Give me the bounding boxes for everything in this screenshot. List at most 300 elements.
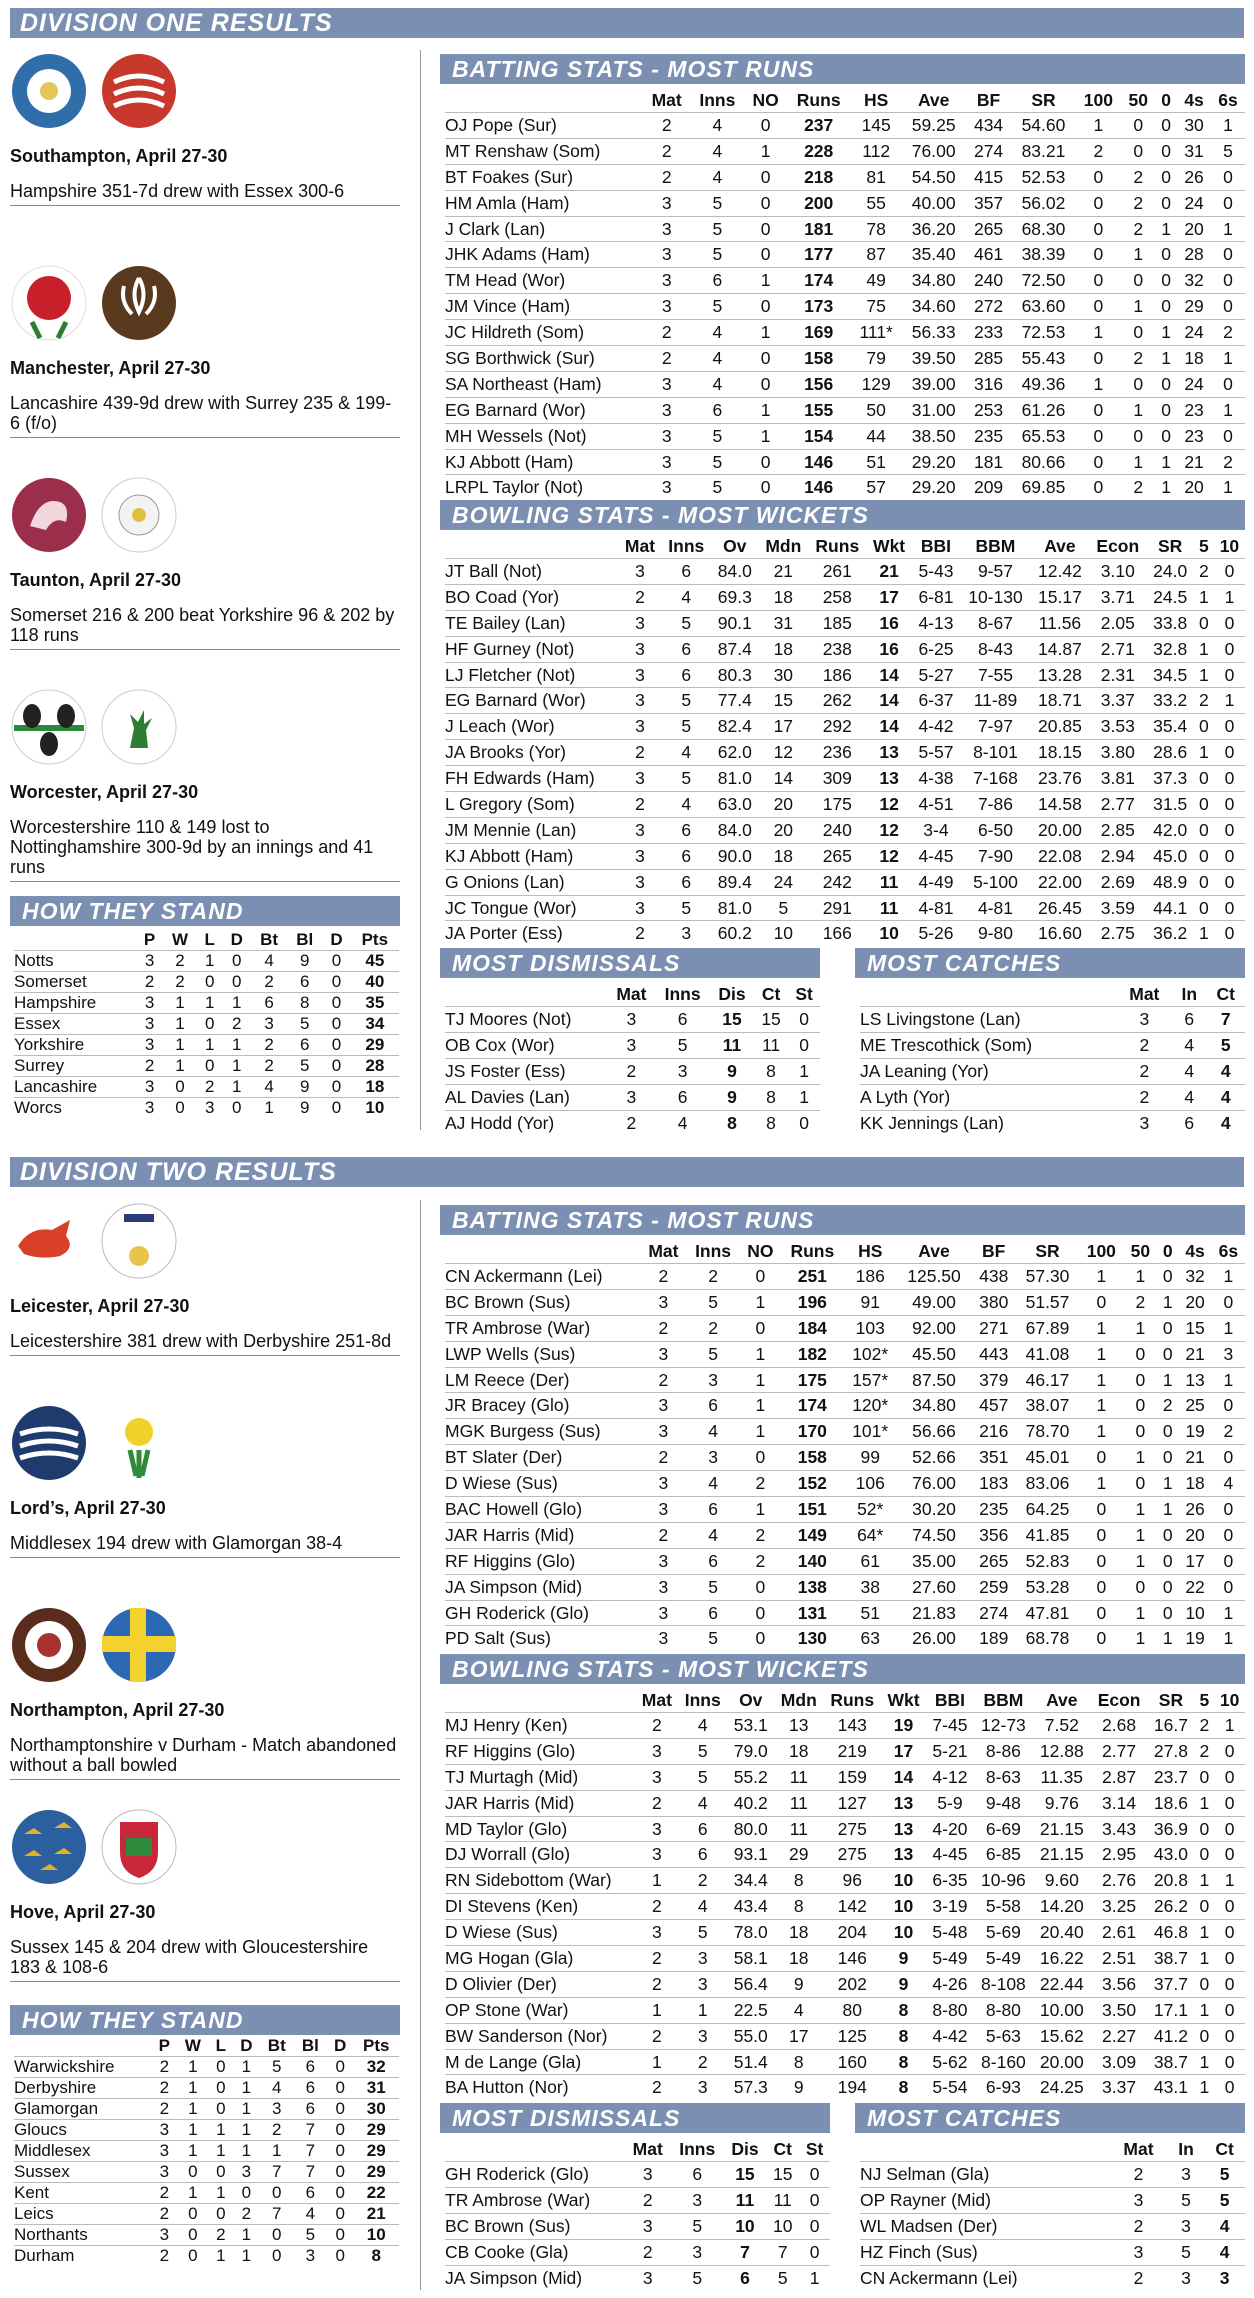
stat-cell: 0 — [1121, 320, 1155, 346]
stat-cell: 84.0 — [711, 559, 758, 585]
table-row — [445, 1790, 1245, 1816]
stat-cell: 3 — [608, 1032, 656, 1058]
player-name: KJ Abbott (Ham) — [445, 843, 618, 869]
table-row — [445, 268, 1245, 294]
stat-cell: 5 — [1206, 1032, 1245, 1058]
column-header: 0 — [1161, 89, 1172, 110]
match-result-text: Hampshire 351-7d drew with Essex 300-6 — [10, 181, 400, 206]
stat-cell: 11 — [866, 895, 911, 921]
stat-cell: 24.5 — [1146, 584, 1193, 610]
stat-cell: 2 — [260, 2120, 294, 2141]
stat-cell: 3 — [625, 2162, 671, 2188]
table-row — [445, 475, 1245, 500]
match-result — [10, 686, 400, 882]
stat-cell: 0 — [740, 1264, 781, 1290]
stat-cell: 2 — [1211, 449, 1245, 475]
stat-cell: 30 — [354, 2099, 399, 2120]
div2-catches-table — [860, 2137, 1245, 2290]
player-name: LWP Wells (Sus) — [445, 1341, 640, 1367]
stat-cell: 13 — [1178, 1367, 1211, 1393]
stat-cell: 4 — [1206, 1084, 1245, 1110]
stat-cell: 111* — [851, 320, 902, 346]
stat-cell: 10 — [881, 1868, 926, 1894]
stat-cell: 1 — [1194, 2075, 1214, 2100]
stat-cell: 90.0 — [711, 843, 758, 869]
stat-cell: 0 — [740, 1445, 781, 1471]
stat-cell: 1 — [1124, 1548, 1157, 1574]
stat-cell: 21 — [866, 559, 911, 585]
table-row — [445, 1084, 820, 1110]
table-row — [14, 2057, 399, 2078]
column-header: Mat — [651, 89, 682, 110]
stat-cell: 2.27 — [1091, 2023, 1148, 2049]
stat-cell: 77.4 — [711, 688, 758, 714]
stat-cell: 274 — [971, 1600, 1016, 1626]
stat-cell: 10 — [766, 2213, 799, 2239]
column-header — [860, 2137, 1109, 2162]
stat-cell: 228 — [787, 138, 851, 164]
div1-batting-title: BATTING STATS - MOST RUNS — [440, 54, 1245, 84]
player-name: TR Ambrose (War) — [445, 1315, 640, 1341]
table-row — [445, 1058, 820, 1084]
stat-cell: 0 — [1214, 1894, 1245, 1920]
stat-cell: 5 — [678, 1738, 727, 1764]
table-row — [445, 1738, 1245, 1764]
stat-cell: 0 — [1121, 113, 1155, 139]
stat-cell: 1 — [223, 1035, 251, 1056]
stat-cell: 11 — [724, 2187, 766, 2213]
table-row — [445, 1713, 1245, 1739]
column-header: Bl — [301, 2036, 319, 2055]
stat-cell: 4-81 — [912, 895, 961, 921]
stat-cell: 10 — [881, 1894, 926, 1920]
stat-cell: 1 — [163, 1056, 197, 1077]
stat-cell: 2 — [233, 2204, 260, 2225]
column-header: Mat — [616, 983, 647, 1004]
table-header — [14, 930, 399, 951]
column-header: P — [158, 2036, 170, 2055]
player-name: KK Jennings (Lan) — [860, 1110, 1117, 1135]
stat-cell: 56.4 — [727, 1971, 774, 1997]
stat-cell: 0 — [1124, 1419, 1157, 1445]
stat-cell: 0 — [260, 2225, 294, 2246]
table-row — [445, 843, 1245, 869]
player-name: RF Higgins (Glo) — [445, 1738, 636, 1764]
stat-cell: 42.0 — [1146, 817, 1193, 843]
player-name: MT Renshaw (Som) — [445, 138, 643, 164]
table-row — [445, 895, 1245, 921]
stat-cell: 58.1 — [727, 1946, 774, 1972]
stat-cell: 51.4 — [727, 2049, 774, 2075]
stat-cell: 138 — [781, 1574, 844, 1600]
column-header: Ov — [739, 1689, 763, 1710]
stat-cell: 3.81 — [1089, 766, 1146, 792]
column-header: Inns — [695, 1240, 732, 1261]
stat-cell: 0 — [209, 2204, 233, 2225]
player-name: NJ Selman (Gla) — [860, 2162, 1109, 2188]
stat-cell: 140 — [781, 1548, 844, 1574]
player-name: JC Tongue (Wor) — [445, 895, 618, 921]
stat-cell: 379 — [971, 1367, 1016, 1393]
stat-cell: 7 — [260, 2204, 294, 2225]
stat-cell: 0 — [1211, 423, 1245, 449]
stat-cell: 1 — [223, 1077, 251, 1098]
table-row — [14, 2183, 399, 2204]
table-row — [445, 138, 1245, 164]
team-logos — [10, 1200, 400, 1282]
stat-cell: 2 — [625, 2239, 671, 2265]
stat-cell: 24 — [1177, 320, 1211, 346]
stat-cell: 3 — [1117, 1110, 1173, 1135]
stat-cell: 265 — [808, 843, 866, 869]
stat-cell: 14.87 — [1031, 636, 1089, 662]
stat-cell: 4 — [661, 740, 711, 766]
stat-cell: 15.62 — [1033, 2023, 1091, 2049]
stat-cell: 0 — [744, 113, 786, 139]
stat-cell: 0 — [1214, 559, 1245, 585]
stat-cell: 2 — [1121, 216, 1155, 242]
stat-cell: 0 — [1157, 1445, 1178, 1471]
stat-cell: 1 — [1212, 1315, 1245, 1341]
stat-cell: 56.66 — [897, 1419, 971, 1445]
stat-cell: 1 — [1155, 475, 1177, 500]
stat-cell: 21 — [354, 2204, 399, 2225]
stat-cell: 5 — [678, 1764, 727, 1790]
stat-cell: 80.0 — [727, 1816, 774, 1842]
stat-cell: 8-80 — [926, 1997, 974, 2023]
column-header: Mat — [1129, 983, 1160, 1004]
match-result-text: Somerset 216 & 200 beat Yorkshire 96 & 202 by 118 runs — [10, 605, 400, 650]
stat-cell: 54.50 — [902, 164, 966, 190]
stat-cell: 4 — [686, 1471, 739, 1497]
stat-cell: 15 — [759, 688, 809, 714]
stat-cell: 11 — [774, 1816, 823, 1842]
stat-cell: 8-43 — [960, 636, 1031, 662]
column-header — [445, 534, 618, 559]
stat-cell: 1 — [678, 1997, 727, 2023]
stat-cell: 3 — [618, 843, 661, 869]
stat-cell: 4 — [690, 113, 744, 139]
stat-cell: 1 — [1214, 688, 1245, 714]
player-name: JA Simpson (Mid) — [445, 2265, 625, 2290]
column-header — [860, 982, 1117, 1007]
player-name: Durham — [14, 2246, 152, 2267]
column-header: D — [330, 930, 343, 949]
column-header: Mat — [648, 1240, 679, 1261]
stat-cell: 11 — [774, 1790, 823, 1816]
stat-cell: 0 — [799, 2213, 830, 2239]
stat-cell: 5 — [678, 1920, 727, 1946]
stat-cell: 9.60 — [1033, 1868, 1091, 1894]
stat-cell: 0 — [223, 951, 251, 972]
stat-cell: 21.15 — [1033, 1816, 1091, 1842]
stat-cell: 29.20 — [902, 449, 966, 475]
stat-cell: 3 — [618, 688, 661, 714]
table-row — [445, 688, 1245, 714]
stat-cell: 15 — [710, 1007, 754, 1033]
table-row — [445, 714, 1245, 740]
table-row — [445, 1032, 820, 1058]
stat-cell: 5 — [766, 2265, 799, 2290]
nottinghamshire-stag-icon — [100, 688, 178, 766]
stat-cell: 34.60 — [902, 294, 966, 320]
prince-of-wales-feathers-icon — [100, 264, 178, 342]
stat-cell: 3.80 — [1089, 740, 1146, 766]
table-header — [445, 534, 1245, 559]
stat-cell: 3 — [294, 2246, 327, 2267]
column-header: 4s — [1185, 1240, 1205, 1261]
stat-cell: 3 — [618, 610, 661, 636]
table-row — [445, 1393, 1245, 1419]
stat-cell: 0 — [163, 1077, 197, 1098]
stat-cell: 3 — [636, 1816, 679, 1842]
stat-cell: 127 — [823, 1790, 881, 1816]
stat-cell: 3 — [136, 1098, 163, 1119]
stat-cell: 438 — [971, 1264, 1016, 1290]
stat-cell: 4 — [260, 2078, 294, 2099]
stat-cell: 24 — [1177, 371, 1211, 397]
stat-cell: 5 — [759, 895, 809, 921]
column-header: Mat — [1123, 2138, 1154, 2159]
column-header: Runs — [790, 1240, 835, 1261]
stat-cell: 2 — [1121, 475, 1155, 500]
stat-cell: 204 — [823, 1920, 881, 1946]
stat-cell: 5-57 — [912, 740, 961, 766]
stat-cell: 6 — [678, 1842, 727, 1868]
stat-cell: 76.00 — [897, 1471, 971, 1497]
stat-cell: 3 — [152, 2162, 177, 2183]
stat-cell: 74.50 — [897, 1522, 971, 1548]
stat-cell: 7 — [724, 2239, 766, 2265]
column-header: Inns — [668, 535, 705, 556]
stat-cell: 0 — [740, 1315, 781, 1341]
stat-cell: 3 — [152, 2225, 177, 2246]
stat-cell: 52.53 — [1012, 164, 1076, 190]
stat-cell: 4-20 — [926, 1816, 974, 1842]
stat-cell: 0 — [1075, 449, 1121, 475]
stat-cell: 8 — [710, 1110, 754, 1135]
table-row — [860, 2239, 1245, 2265]
stat-cell: 1 — [1157, 1497, 1178, 1523]
stat-cell: 15 — [766, 2162, 799, 2188]
table-row — [445, 397, 1245, 423]
table-row — [445, 449, 1245, 475]
stat-cell: 5 — [1204, 2162, 1245, 2188]
stat-cell: 8 — [881, 2049, 926, 2075]
stat-cell: 5 — [1168, 2187, 1204, 2213]
stat-cell: 20 — [759, 817, 809, 843]
column-header: SR — [1031, 89, 1056, 110]
column-header — [14, 2036, 152, 2057]
stat-cell: 28 — [351, 1056, 399, 1077]
stat-cell: 0 — [1124, 1367, 1157, 1393]
stat-cell: 2.77 — [1091, 1738, 1148, 1764]
stat-cell: 6-25 — [912, 636, 961, 662]
stat-cell: 9 — [287, 951, 322, 972]
stat-cell: 3 — [643, 475, 690, 500]
stat-cell: 69.3 — [711, 584, 758, 610]
stat-cell: 17.1 — [1147, 1997, 1194, 2023]
stat-cell: 1 — [1079, 1341, 1124, 1367]
stat-cell: 4-45 — [926, 1842, 974, 1868]
stat-cell: 0 — [1124, 1471, 1157, 1497]
stat-cell: 5 — [690, 190, 744, 216]
stat-cell: 0 — [1155, 423, 1177, 449]
stat-cell: 0 — [1214, 1790, 1245, 1816]
table-row — [445, 1920, 1245, 1946]
stat-cell: 3-19 — [926, 1894, 974, 1920]
stat-cell: 2 — [636, 2075, 679, 2100]
stat-cell: 7-86 — [960, 792, 1031, 818]
stat-cell: 1 — [1121, 242, 1155, 268]
stat-cell: 0 — [1194, 843, 1214, 869]
stat-cell: 1 — [1214, 1713, 1245, 1739]
stat-cell: 3 — [1109, 2239, 1168, 2265]
stat-cell: 45 — [351, 951, 399, 972]
stat-cell: 3 — [640, 1471, 686, 1497]
stat-cell: 1 — [1194, 740, 1214, 766]
stat-cell: 34.4 — [727, 1868, 774, 1894]
table-row — [445, 320, 1245, 346]
stat-cell: 38.39 — [1012, 242, 1076, 268]
stat-cell: 0 — [1124, 1393, 1157, 1419]
stat-cell: 5-9 — [926, 1790, 974, 1816]
stat-cell: 0 — [1194, 817, 1214, 843]
stat-cell: 2.76 — [1091, 1868, 1148, 1894]
stat-cell: 20.00 — [1031, 817, 1089, 843]
stat-cell: 291 — [808, 895, 866, 921]
stat-cell: 1 — [177, 2099, 209, 2120]
stat-cell: 0 — [1079, 1600, 1124, 1626]
player-name: J Leach (Wor) — [445, 714, 618, 740]
stat-cell: 13.28 — [1031, 662, 1089, 688]
stat-cell: 0 — [1214, 1738, 1245, 1764]
stat-cell: 1 — [1194, 636, 1214, 662]
stat-cell: 32.8 — [1146, 636, 1193, 662]
stat-cell: 17 — [759, 714, 809, 740]
stat-cell: 0 — [744, 216, 786, 242]
stat-cell: 68.30 — [1012, 216, 1076, 242]
stat-cell: 0 — [1079, 1445, 1124, 1471]
stat-cell: 2 — [152, 2246, 177, 2267]
stat-cell: 7-55 — [960, 662, 1031, 688]
stat-cell: 0 — [1194, 792, 1214, 818]
stat-cell: 2 — [1109, 2162, 1168, 2188]
player-name: CB Cooke (Gla) — [445, 2239, 625, 2265]
stat-cell: 0 — [1194, 1816, 1214, 1842]
stat-cell: 0 — [1075, 346, 1121, 372]
stat-cell: 13 — [881, 1842, 926, 1868]
stat-cell: 78.70 — [1016, 1419, 1079, 1445]
player-name: ME Trescothick (Som) — [860, 1032, 1117, 1058]
stat-cell: 0 — [327, 2204, 354, 2225]
stat-cell: 261 — [808, 559, 866, 585]
player-name: MJ Henry (Ken) — [445, 1713, 636, 1739]
stat-cell: 186 — [844, 1264, 897, 1290]
stat-cell: 63.0 — [711, 792, 758, 818]
stat-cell: 0 — [1214, 1971, 1245, 1997]
stat-cell: 4 — [686, 1419, 739, 1445]
stat-cell: 0 — [209, 2078, 233, 2099]
stat-cell: 2 — [740, 1548, 781, 1574]
stat-cell: 275 — [823, 1816, 881, 1842]
stat-cell: 1 — [1214, 1868, 1245, 1894]
match-result — [10, 1604, 400, 1780]
table-row — [14, 2246, 399, 2267]
column-header: Mdn — [765, 535, 802, 556]
stat-cell: 1 — [177, 2078, 209, 2099]
stat-cell: 3 — [671, 2187, 724, 2213]
stat-cell: 1 — [1079, 1419, 1124, 1445]
stat-cell: 84.0 — [711, 817, 758, 843]
column-header: 100 — [1083, 89, 1113, 110]
stat-cell: 0 — [1079, 1497, 1124, 1523]
stat-cell: 3 — [618, 869, 661, 895]
stat-cell: 0 — [1079, 1574, 1124, 1600]
stat-cell: 68.78 — [1016, 1626, 1079, 1651]
stat-cell: 0 — [744, 164, 786, 190]
player-name: Lancashire — [14, 1077, 136, 1098]
stat-cell: 22 — [1178, 1574, 1211, 1600]
stat-cell: 1 — [197, 1035, 223, 1056]
stat-cell: 2 — [636, 1894, 679, 1920]
stat-cell: 233 — [966, 320, 1012, 346]
stat-cell: 2 — [152, 2204, 177, 2225]
player-name: BA Hutton (Nor) — [445, 2075, 636, 2100]
table-row — [445, 1971, 1245, 1997]
stat-cell: 2 — [643, 164, 690, 190]
table-row — [860, 1110, 1245, 1135]
stat-cell: 6 — [655, 1007, 710, 1033]
table-row — [445, 740, 1245, 766]
stat-cell: 2 — [740, 1471, 781, 1497]
stat-cell: 20.85 — [1031, 714, 1089, 740]
player-name: GH Roderick (Glo) — [445, 2162, 625, 2188]
table-row — [445, 1997, 1245, 2023]
stat-cell: 29 — [351, 1035, 399, 1056]
stat-cell: 49 — [851, 268, 902, 294]
stat-cell: 3 — [643, 216, 690, 242]
stat-cell: 265 — [971, 1548, 1016, 1574]
player-name: Gloucs — [14, 2120, 152, 2141]
stat-cell: 9 — [774, 1971, 823, 1997]
stat-cell: 57.3 — [727, 2075, 774, 2100]
stat-cell: 5-58 — [974, 1894, 1033, 1920]
stat-cell: 6 — [661, 843, 711, 869]
stat-cell: 3 — [1117, 1007, 1173, 1033]
stat-cell: 5 — [260, 2057, 294, 2078]
stat-cell: 6 — [690, 397, 744, 423]
stat-cell: 0 — [1079, 1522, 1124, 1548]
table-row — [445, 1445, 1245, 1471]
stat-cell: 80.66 — [1012, 449, 1076, 475]
stat-cell: 3 — [618, 895, 661, 921]
stat-cell: 30 — [759, 662, 809, 688]
player-name: Glamorgan — [14, 2099, 152, 2120]
stat-cell: 49.00 — [897, 1289, 971, 1315]
durham-cross-icon — [100, 1606, 178, 1684]
stat-cell: 461 — [966, 242, 1012, 268]
stat-cell: 2 — [1124, 1289, 1157, 1315]
stat-cell: 3 — [618, 636, 661, 662]
player-name: OP Rayner (Mid) — [860, 2187, 1109, 2213]
stat-cell: 3 — [618, 662, 661, 688]
stat-cell: 2.77 — [1089, 792, 1146, 818]
stat-cell: 6 — [678, 1816, 727, 1842]
stat-cell: 15.17 — [1031, 584, 1089, 610]
stat-cell: 6 — [661, 817, 711, 843]
stat-cell: 47.81 — [1016, 1600, 1079, 1626]
